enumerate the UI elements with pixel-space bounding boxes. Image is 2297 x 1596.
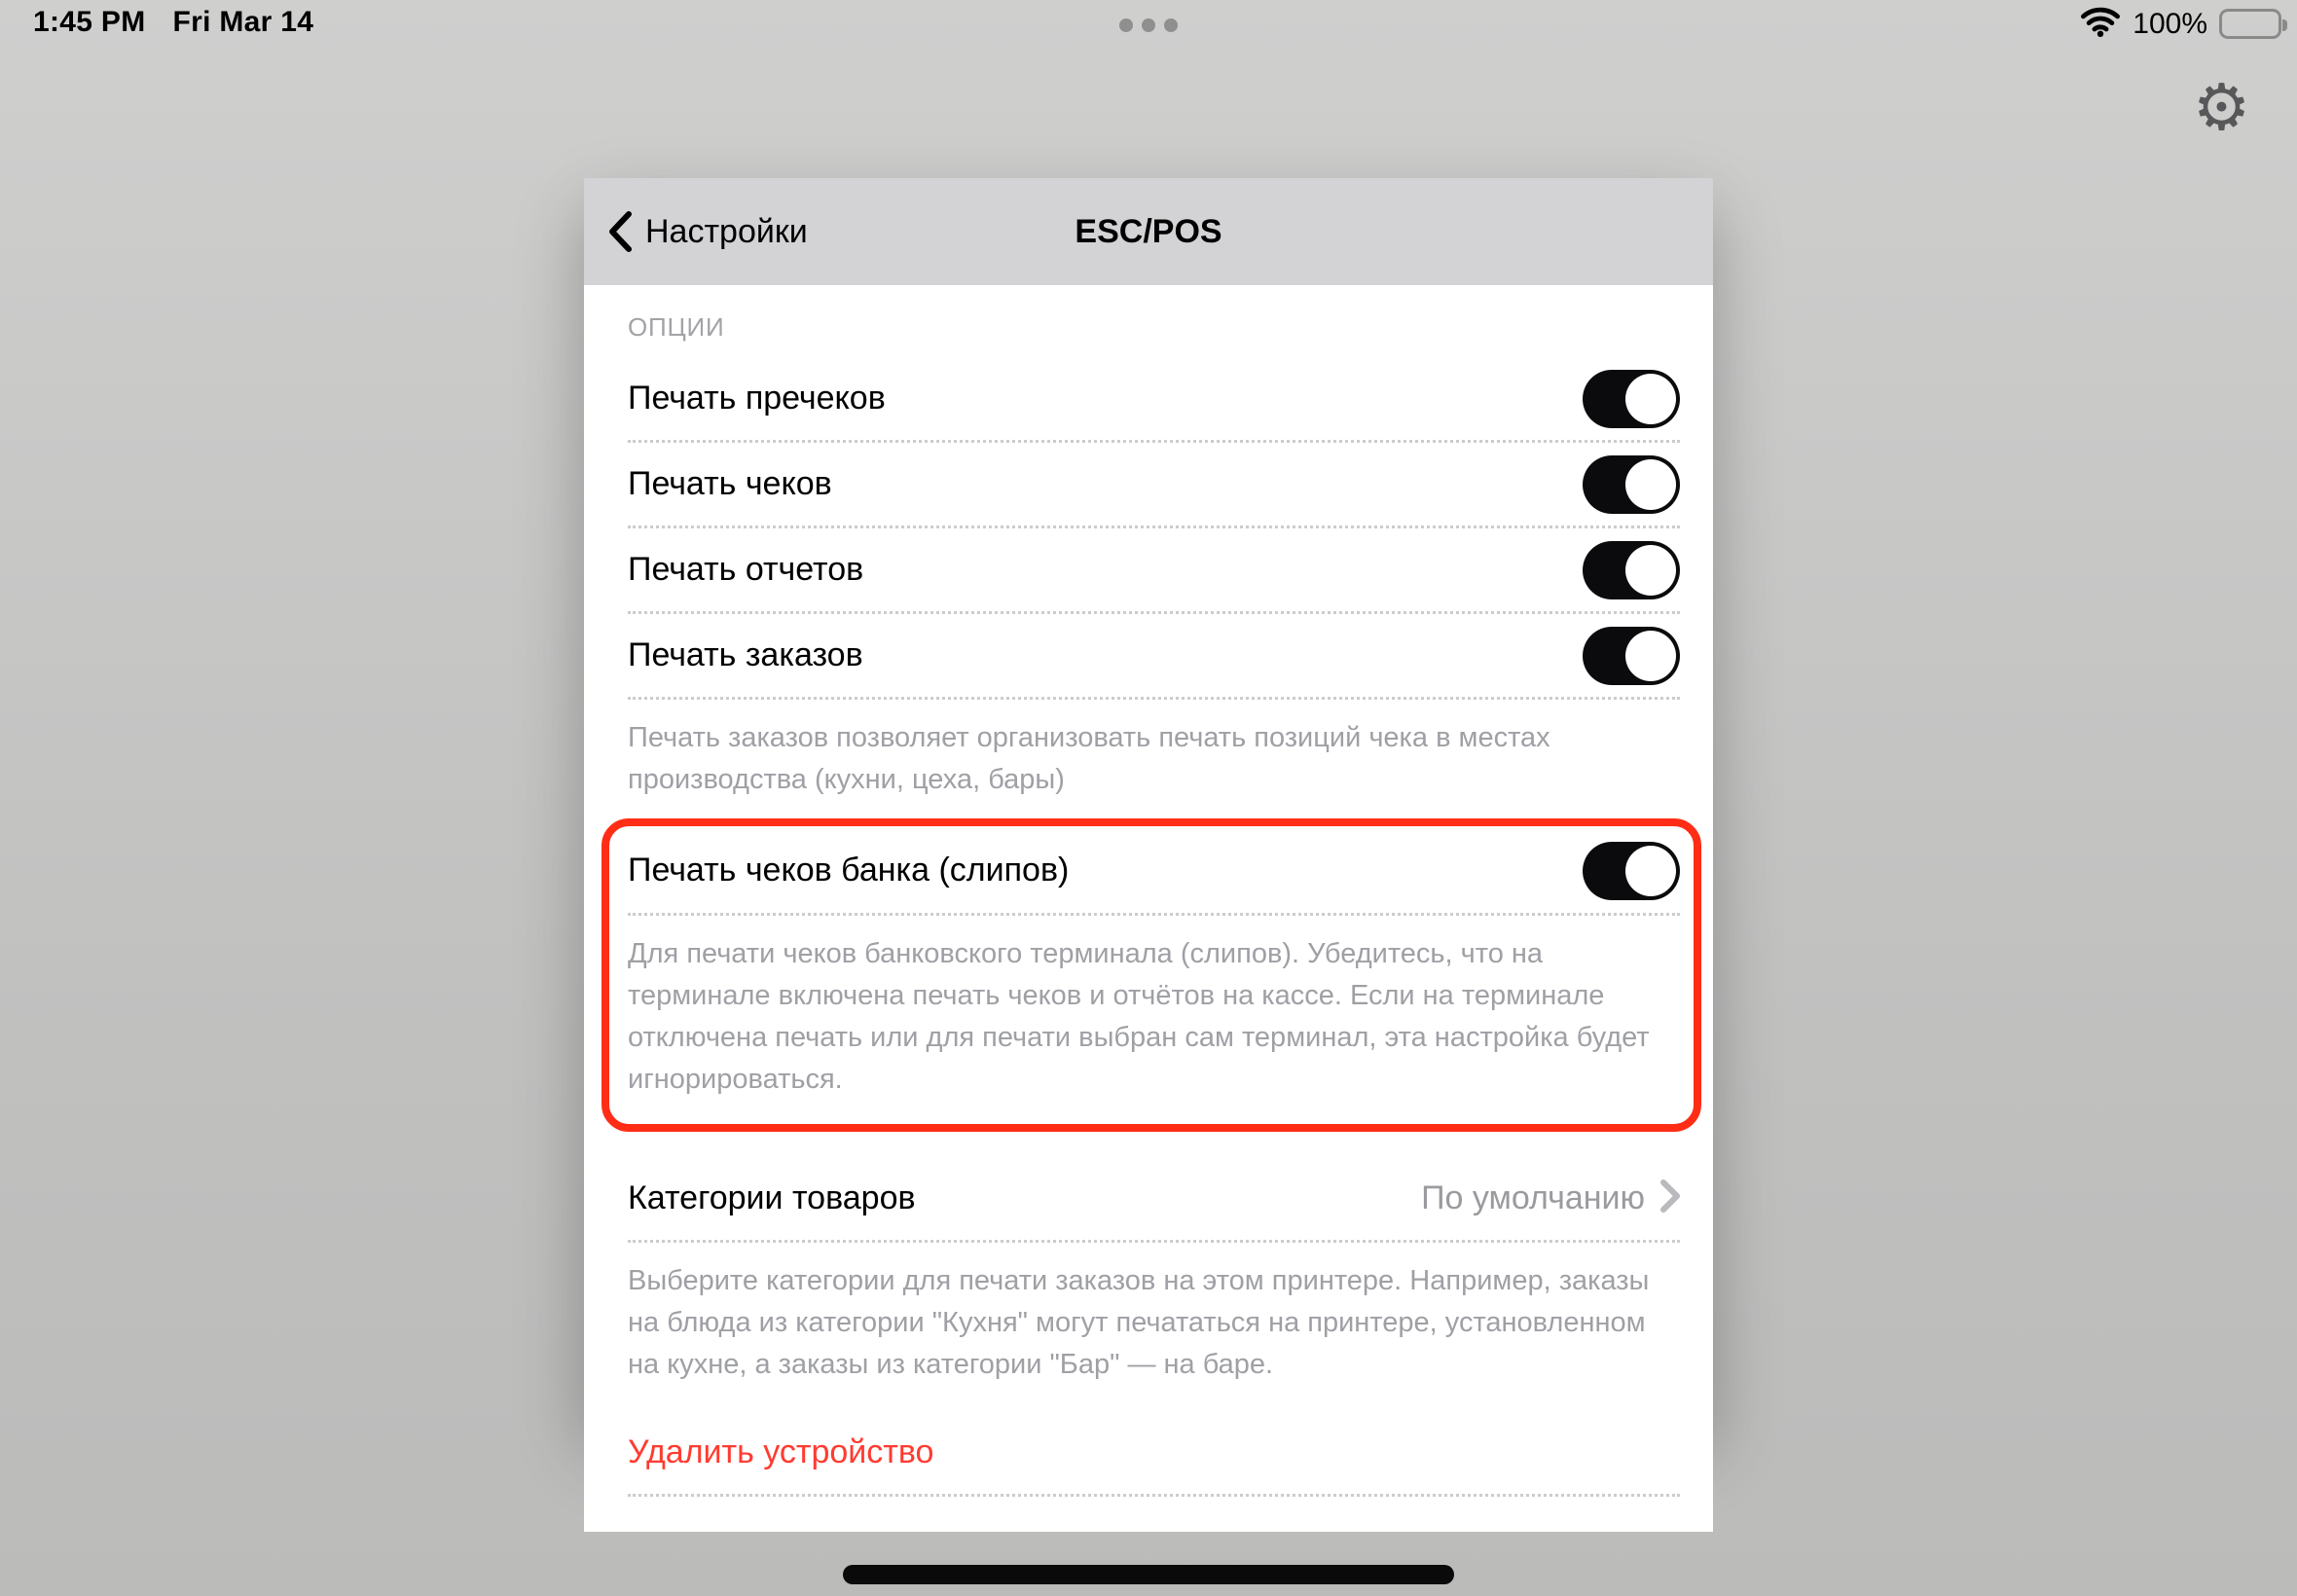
delete-device-label: Удалить устройство — [628, 1433, 934, 1470]
toggle-precheck[interactable] — [1583, 370, 1680, 428]
category-value: По умолчанию — [1421, 1179, 1645, 1216]
back-chevron-icon — [608, 211, 632, 252]
sheet-nav-bar — [584, 178, 1713, 285]
toggle-orders[interactable] — [1583, 627, 1680, 685]
row-label: Печать заказов — [628, 636, 863, 673]
status-time: 1:45 PM — [33, 6, 146, 38]
escpos-settings-sheet — [584, 178, 1713, 1470]
row-label: Печать пречеков — [628, 380, 886, 417]
back-button-label: Настройки — [645, 212, 808, 250]
orders-footnote: Печать заказов позволяет организовать печать позиций чека в местах производства (кухни, цеха, бары) — [628, 722, 1550, 795]
sheet-title: ESC/POS — [1075, 212, 1222, 250]
delete-device-button[interactable] — [628, 1411, 1680, 1497]
multitasking-dots-icon[interactable] — [1119, 18, 1178, 32]
back-button[interactable] — [608, 178, 808, 285]
toggle-receipts[interactable] — [1583, 455, 1680, 514]
sheet-content — [584, 285, 1713, 1532]
battery-icon — [2219, 9, 2281, 39]
toggle-row-precheck — [628, 357, 1680, 443]
status-date: Fri Mar 14 — [172, 6, 314, 38]
toggle-bank-slips[interactable] — [1583, 842, 1680, 900]
section-header-options: ОПЦИИ — [628, 312, 725, 342]
toggle-reports[interactable] — [1583, 541, 1680, 599]
toggle-row-receipts — [628, 443, 1680, 528]
home-indicator[interactable] — [843, 1565, 1454, 1584]
row-label: Печать отчетов — [628, 551, 864, 588]
chevron-right-icon — [1660, 1179, 1680, 1217]
row-label: Печать чеков — [628, 465, 832, 502]
toggle-row-orders — [628, 614, 1680, 700]
wifi-icon — [2080, 6, 2121, 42]
toggle-row-bank-slips — [628, 828, 1680, 916]
highlight-annotation — [602, 818, 1701, 1132]
row-label: Печать чеков банка (слипов) — [628, 852, 1070, 889]
toggle-row-reports — [628, 528, 1680, 614]
row-label: Категории товаров — [628, 1179, 916, 1216]
bank-slips-footnote: Для печати чеков банковского терминала (слипов). Убедитесь, что на терминале включена печать чеков и отчётов на кассе. Если на терминале отключена печать или для печати выбран сам терминал, эта настройка будет игнорироваться. — [628, 938, 1650, 1095]
battery-percent: 100% — [2133, 7, 2207, 40]
settings-gear-icon[interactable]: ⚙ — [2192, 70, 2250, 145]
status-bar — [0, 0, 2297, 47]
category-footnote: Выберите категории для печати заказов на этом принтере. Например, заказы на блюда из категории "Кухня" могут печататься на принтере, установленном на кухне, а заказы из категории "Бар" — на баре. — [628, 1265, 1650, 1380]
category-row[interactable] — [628, 1157, 1680, 1243]
